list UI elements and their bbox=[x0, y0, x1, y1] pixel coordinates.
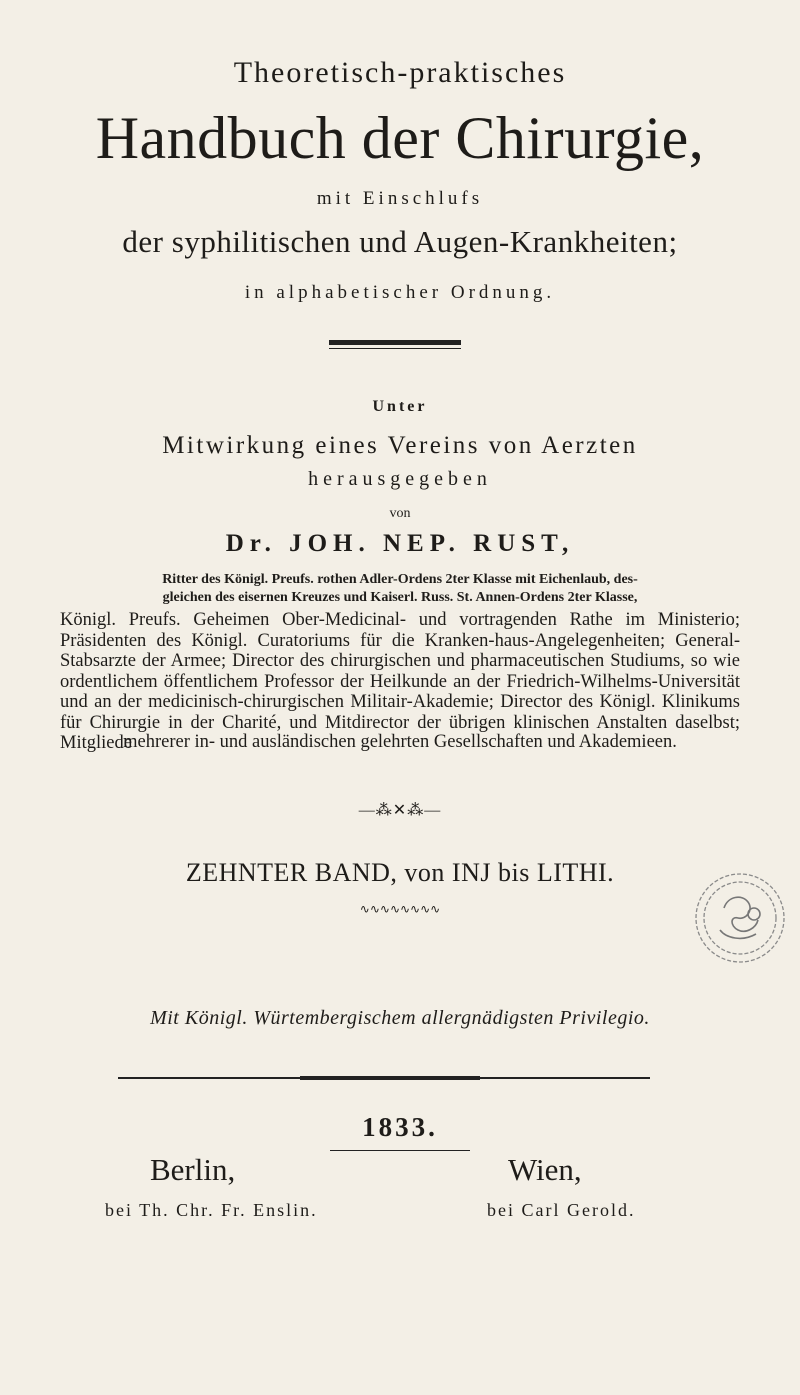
author-positions-tail: mehrerer in- und ausländischen gelehrten Gesellschaften und Akademieen. bbox=[123, 732, 677, 752]
edited-line: herausgegeben bbox=[308, 468, 492, 490]
divider-rule bbox=[329, 340, 461, 345]
year-rule bbox=[330, 1150, 470, 1151]
divider-rule-thin bbox=[329, 348, 461, 349]
order-line: in alphabetischer Ordnung. bbox=[244, 282, 556, 303]
bottom-rule-center bbox=[300, 1076, 480, 1080]
publication-year: 1833. bbox=[362, 1112, 438, 1142]
volume-ornament: ∿∿∿∿∿∿∿∿ bbox=[359, 902, 441, 916]
main-title: Handbuch der Chirurgie, bbox=[95, 105, 705, 171]
library-stamp-icon bbox=[690, 868, 790, 968]
under-line: Unter bbox=[372, 398, 428, 415]
publisher-berlin: bei Th. Chr. Fr. Enslin. bbox=[105, 1200, 318, 1220]
city-berlin: Berlin, bbox=[150, 1152, 236, 1187]
volume-line: ZEHNTER BAND, von INJ bis LITHI. bbox=[185, 858, 615, 887]
honors-line-1: Ritter des Königl. Preufs. rothen Adler-Ordens 2ter Klasse mit Eichenlaub, des- bbox=[162, 572, 638, 587]
cooperation-line: Mitwirkung eines Vereins von Aerzten bbox=[162, 432, 638, 459]
ornament-divider: —⁂✕⁂— bbox=[358, 802, 442, 819]
honors-line-2: gleichen des eisernen Kreuzes und Kaiserl. Russ. St. Annen-Ordens 2ter Klasse, bbox=[162, 590, 638, 605]
subject-line: der syphilitischen und Augen-Krankheiten; bbox=[122, 224, 678, 259]
city-wien: Wien, bbox=[508, 1152, 582, 1187]
by-line: von bbox=[389, 506, 411, 521]
author-positions: Königl. Preufs. Geheimen Ober-Medicinal- und vortragenden Rathe im Ministerio; Präsidenten des Königl. Curatoriums für die Kranken-haus-Angelegenheiten; General-Stabsarzte der Armee; Director des chirurgischen und pharmaceutischen Studiums, so wie ordentlichem öffentlichem Professor der Heilkunde an der Friedrich-Wilhelms-Universität und an der medicinisch-chirurgischen Militair-Akademie; Director des Königl. Klinikums für Chirurgie in der Charité, und Mitdirector der übrigen klinischen Anstalten daselbst; Mitgliede bbox=[60, 610, 740, 753]
author-name: Dr. JOH. NEP. RUST, bbox=[225, 530, 575, 557]
inclusion-line: mit Einschlufs bbox=[316, 188, 484, 209]
privilege-line: Mit Königl. Würtembergischem allergnädigsten Privilegio. bbox=[150, 1007, 650, 1029]
publisher-wien: bei Carl Gerold. bbox=[487, 1200, 636, 1220]
pre-title: Theoretisch-praktisches bbox=[233, 56, 567, 89]
